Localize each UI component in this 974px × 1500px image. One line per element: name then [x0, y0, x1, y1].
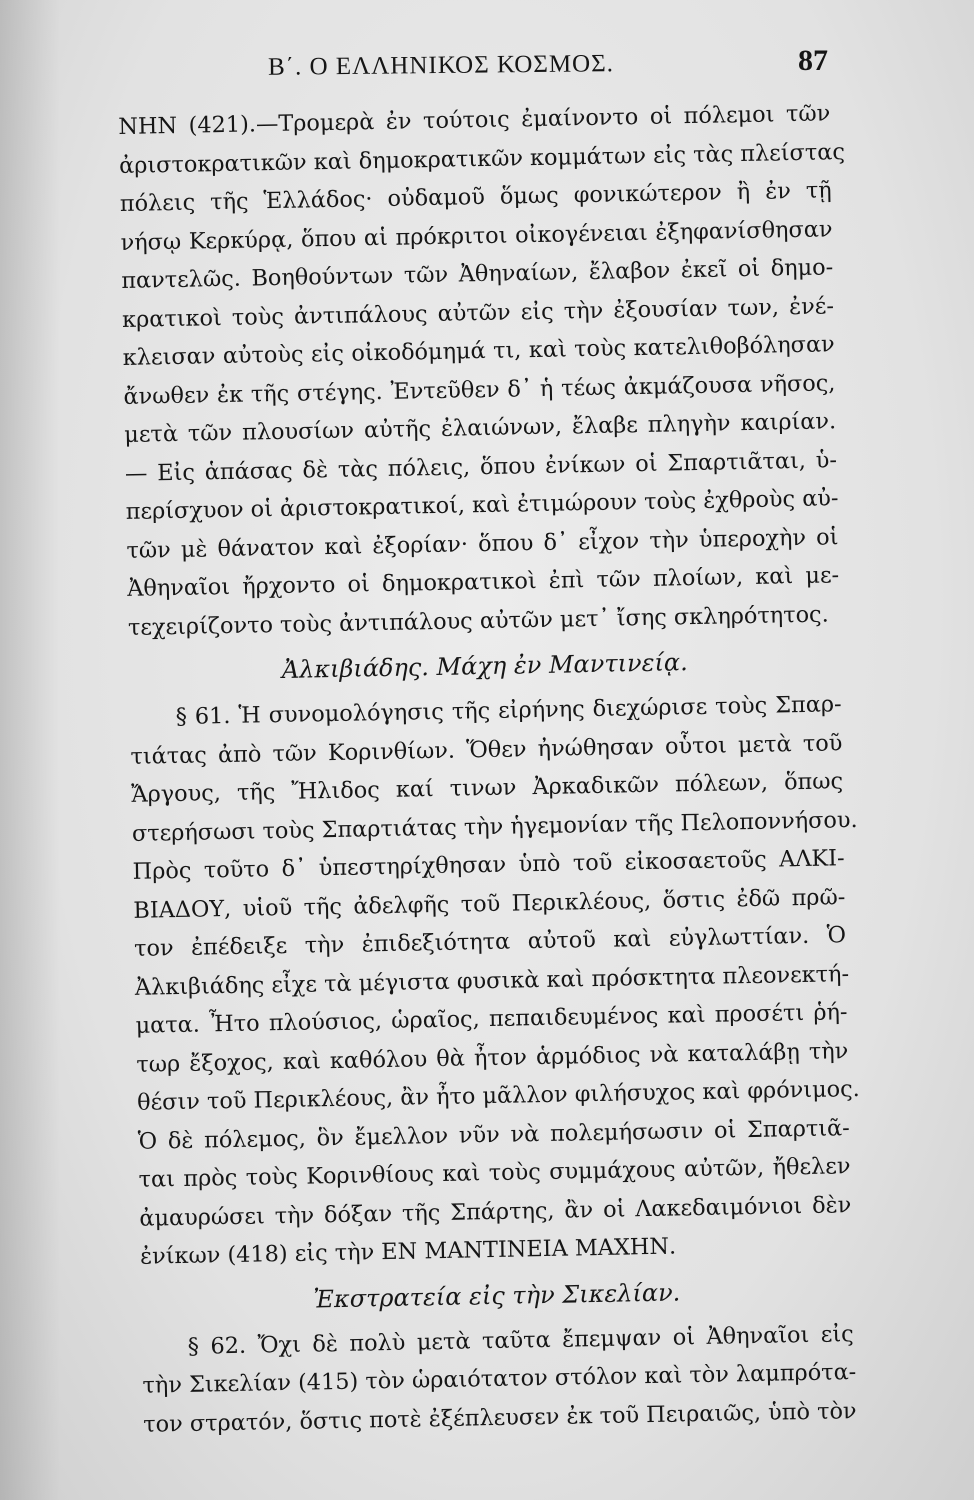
- text-line: Ὁ δὲ πόλεμος, ὃν ἔμελλον νῦν νὰ πολεμήσωσιν οἱ Σπαρτιᾶ-: [137, 1114, 850, 1155]
- text-line: τον ἐπέδειξε τὴν ἐπιδεξιότητα αὐτοῦ καὶ εὐγλωττίαν. Ὁ: [133, 922, 847, 962]
- paragraph-62: [141, 1315, 855, 1444]
- text-line: τῶν μὲ θάνατον καὶ ἐξορίαν· ὅπου δ᾿ εἶχον τὴν ὑπεροχὴν οἱ: [126, 523, 839, 564]
- text-line: ἀριστοκρατικῶν καὶ δημοκρατικῶν κομμάτων εἰς τὰς πλείστας: [118, 138, 846, 179]
- text-line: παντελῶς. Βοηθούντων τῶν Ἀθηναίων, ἔλαβον ἐκεῖ οἱ δημο-: [121, 254, 834, 294]
- text-line: πόλεις τῆς Ἑλλάδος· οὐδαμοῦ ὅμως φονικώτερον ἢ ἐν τῇ: [119, 177, 832, 217]
- text-line: § 61. Ἡ συνομολόγησις τῆς εἰρήνης διεχώρισε τοὺς Σπαρ-: [175, 691, 842, 731]
- paragraph-61: [129, 685, 860, 1276]
- text-line: ἐνίκων (418) εἰς τὴν ΕΝ ΜΑΝΤΙΝΕΙΑ ΜΑΧΗΝ.: [139, 1233, 677, 1270]
- body-text: [118, 94, 860, 1443]
- text-line: ΝΗΝ (421).—Τρομερὰ ἐν τούτοις ἐμαίνοντο οἱ πόλεμοι τῶν: [118, 100, 831, 140]
- text-line: τὴν Σικελίαν (415) τὸν ὡραιότατον στόλον καὶ τὸν λαμπρότα-: [142, 1359, 857, 1399]
- page-number: 87: [798, 44, 828, 77]
- text-line: ἄνωθεν ἐκ τῆς στέγης. Ἐντεῦθεν δ᾿ ἡ τέως ἀκμάζουσα νῆσος,: [123, 369, 836, 410]
- running-title: Β΄. Ο ΕΛΛΗΝΙΚΟΣ ΚΟΣΜΟΣ.: [267, 50, 615, 81]
- text-line: τον στρατόν, ὅστις ποτὲ ἐξέπλευσεν ἐκ τοῦ Πειραιῶς, ὑπὸ τὸν: [143, 1397, 857, 1438]
- text-line: Ἀλκιβιάδης εἶχε τὰ μέγιστα φυσικὰ καὶ πρόσκτητα πλεονεκτή-: [134, 960, 850, 1001]
- text-line: τιάτας ἀπὸ τῶν Κορινθίων. Ὅθεν ἠνώθησαν οὗτοι μετὰ τοῦ: [130, 729, 843, 770]
- text-line: στερήσωσι τοὺς Σπαρτιάτας τὴν ἡγεμονίαν τῆς Πελοποννήσου.: [131, 806, 858, 847]
- text-line: ΒΙΑΔΟΥ, υἱοῦ τῆς ἀδελφῆς τοῦ Περικλέους, ὅστις ἐδῶ πρῶ-: [133, 883, 846, 924]
- text-line: — Εἰς ἁπάσας δὲ τὰς πόλεις, ὅπου ἐνίκων οἱ Σπαρτιᾶται, ὑ-: [124, 446, 838, 487]
- text-line: Ἀθηναῖοι ἤρχοντο οἱ δημοκρατικοὶ ἐπὶ τῶν πλοίων, καὶ με-: [126, 562, 840, 602]
- text-line: ματα. Ἦτο πλούσιος, ὡραῖος, πεπαιδευμένος καὶ προσέτι ῥή-: [135, 999, 848, 1039]
- section-heading-alcibiades: Ἀλκιβιάδης. Μάχη ἐν Μαντινείᾳ.: [281, 648, 688, 684]
- text-line: νήσῳ Κερκύρᾳ, ὅπου αἱ πρόκριτοι οἰκογένειαι ἐξηφανίσθησαν: [120, 215, 833, 256]
- section-heading-sicily: Ἐκστρατεία εἰς τὴν Σικελίαν.: [313, 1277, 681, 1313]
- text-line: κλεισαν αὐτοὺς εἰς οἰκοδόμημά τι, καὶ τοὺς κατελιθοβόλησαν: [122, 331, 835, 371]
- text-line: τεχειρίζοντο τοὺς ἀντιπάλους αὐτῶν μετ᾿ ἴσης σκληρότητος.: [127, 600, 829, 641]
- text-line: Πρὸς τοῦτο δ᾿ ὑπεστηρίχθησαν ὑπὸ τοῦ εἰκοσαετοῦς ΑΛΚΙ-: [132, 845, 845, 885]
- text-line: τωρ ἔξοχος, καὶ καθόλου θὰ ἦτον ἁρμόδιος νὰ καταλάβῃ τὴν: [136, 1037, 849, 1078]
- paragraph-1: [118, 94, 846, 647]
- text-line: § 62. Ὄχι δὲ πολὺ μετὰ ταῦτα ἔπεμψαν οἱ Ἀθηναῖοι εἰς: [187, 1320, 854, 1360]
- text-line: ἀμαυρώσει τὴν δόξαν τῆς Σπάρτης, ἂν οἱ Λακεδαιμόνιοι δὲν: [139, 1191, 852, 1232]
- text-line: ται πρὸς τοὺς Κορινθίους καὶ τοὺς συμμάχους αὐτῶν, ἤθελεν: [138, 1153, 851, 1193]
- text-line: κρατικοὶ τοὺς ἀντιπάλους αὐτῶν εἰς τὴν ἐξουσίαν των, ἐνέ-: [121, 292, 835, 333]
- text-line: Ἄργους, τῆς Ἤλιδος καί τινων Ἀρκαδικῶν πόλεων, ὅπως: [130, 768, 844, 808]
- text-line: θέσιν τοῦ Περικλέους, ἂν ἦτο μᾶλλον φιλήσυχος καὶ φρόνιμος.: [136, 1075, 860, 1116]
- text-line: μετὰ τῶν πλουσίων αὐτῆς ἐλαιώνων, ἔλαβε πληγὴν καιρίαν.: [124, 408, 837, 448]
- text-line: περίσχυον οἱ ἀριστοκρατικοί, καὶ ἐτιμώρουν τοὺς ἐχθροὺς αὐ-: [125, 485, 839, 525]
- page-header: [118, 40, 828, 88]
